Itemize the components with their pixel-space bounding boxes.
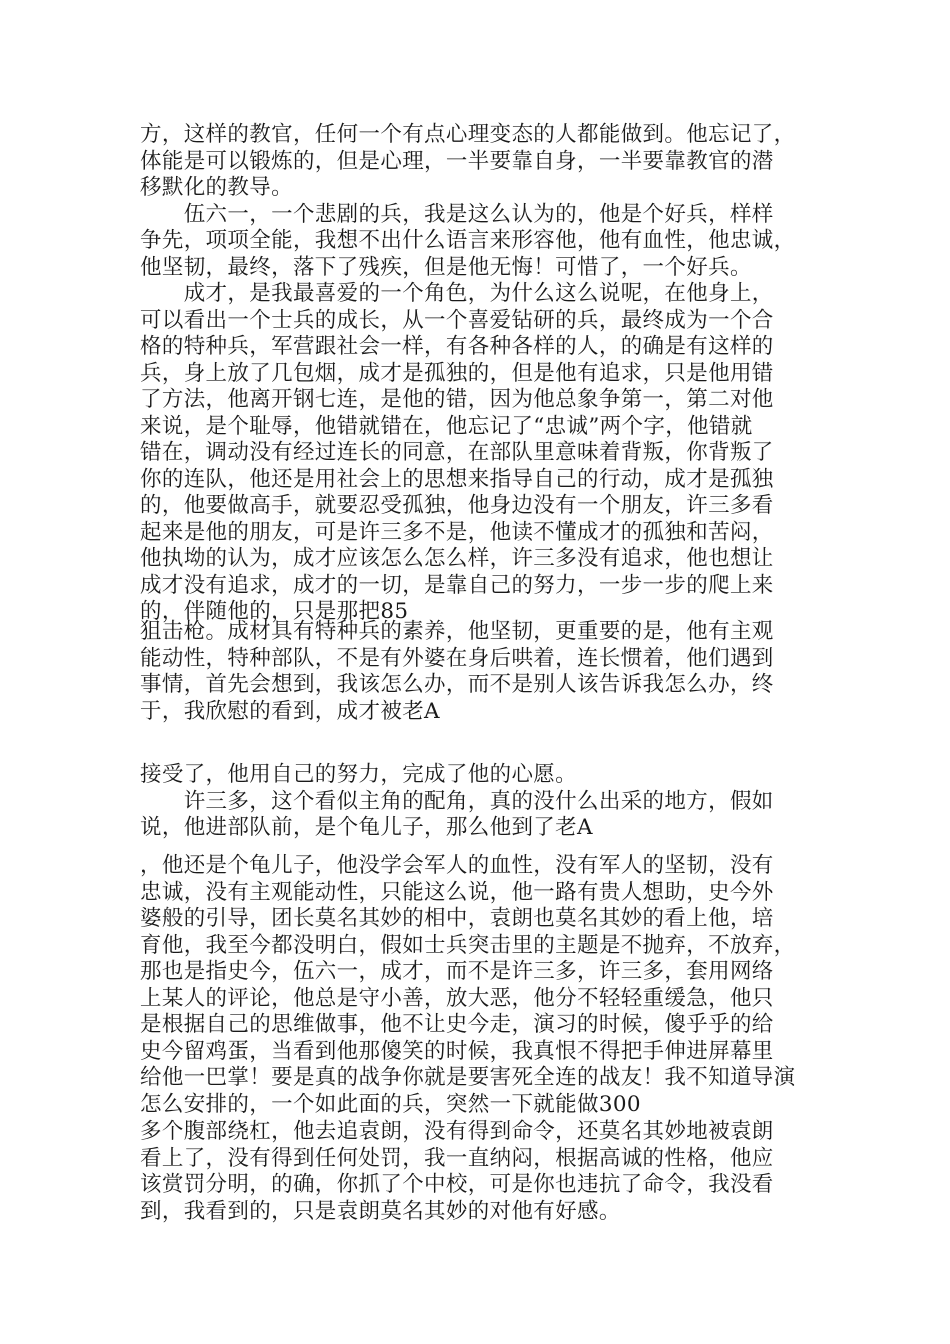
text-line: 体能是可以锻炼的，但是心理，一半要靠自身，一半要靠教官的潜 <box>140 148 774 174</box>
text-block-5 <box>140 1119 774 1225</box>
text-line: 怎么安排的，一个如此面的兵，突然一下就能做300 <box>140 1091 641 1117</box>
text-line: 了方法，他离开钢七连，是他的错，因为他总象争第一，第二对他 <box>140 387 774 412</box>
text-block-2 <box>140 619 774 725</box>
text-line: 争先，项项全能，我想不出什么语言来形容他，他有血性，他忠诚， <box>140 228 796 253</box>
text-line: 事情，首先会想到，我该怎么办，而不是别人该告诉我怎么办，终 <box>140 672 774 697</box>
text-line: 该赏罚分明，的确，你抓了个中校，可是你也违抗了命令，我没看 <box>140 1172 774 1197</box>
text-line: 到，我看到的，只是袁朗莫名其妙的对他有好感。 <box>140 1198 621 1224</box>
text-line: 婆般的引导，团长莫名其妙的相中，袁朗也莫名其妙的看上他，培 <box>140 906 774 931</box>
text-line: 来说，是个耻辱，他错就错在，他忘记了“忠诚”两个字，他错就 <box>140 413 753 439</box>
text-block-1 <box>140 122 796 626</box>
text-line: 许三多，这个看似主角的配角，真的没什么出采的地方，假如 <box>140 788 774 814</box>
text-block-3 <box>140 762 774 842</box>
text-line: 多个腹部绕杠，他去追袁朗，没有得到命令，还莫名其妙地被袁朗 <box>140 1119 774 1144</box>
text-line: 史今留鸡蛋，当看到他那傻笑的时候，我真恨不得把手伸进屏幕里 <box>140 1038 774 1064</box>
text-line: 于，我欣慰的看到，成才被老A <box>140 698 440 724</box>
text-line: 错在，调动没有经过连长的同意，在部队里意味着背叛，你背叛了 <box>140 440 774 465</box>
text-line: 给他一巴掌！要是真的战争你就是要害死全连的战友！我不知道导演 <box>140 1065 796 1090</box>
text-line: 是根据自己的思维做事，他不让史今走，演习的时候，傻乎乎的给 <box>140 1012 774 1037</box>
text-line: 狙击枪。成材具有特种兵的素养，他坚韧，更重要的是，他有主观 <box>140 619 774 644</box>
text-line: 看上了，没有得到任何处罚，我一直纳闷，根据高诚的性格，他应 <box>140 1145 774 1171</box>
text-line: 的，伴随他的，只是那把85 <box>140 599 409 624</box>
text-line: 接受了，他用自己的努力，完成了他的心愿。 <box>140 762 578 787</box>
text-line: 移默化的教导。 <box>140 175 293 200</box>
text-block-4 <box>140 853 796 1118</box>
text-line: 育他，我至今都没明白，假如士兵突击里的主题是不抛弃，不放弃， <box>140 932 796 958</box>
text-line: 成才没有追求，成才的一切，是靠自己的努力，一步一步的爬上来 <box>140 572 774 598</box>
text-line: 你的连队，他还是用社会上的思想来指导自己的行动，成才是孤独 <box>140 466 774 492</box>
text-line: 他执坳的认为，成才应该怎么怎么样，许三多没有追求，他也想让 <box>140 546 774 571</box>
text-line: 伍六一，一个悲剧的兵，我是这么认为的，他是个好兵，样样 <box>140 201 774 227</box>
text-line: 兵，身上放了几包烟，成才是孤独的，但是他有追求，只是他用错 <box>140 360 774 386</box>
text-line: 他坚韧，最终，落下了残疾，但是他无悔！可惜了，一个好兵。 <box>140 254 752 280</box>
text-line: 可以看出一个士兵的成长，从一个喜爱钻研的兵，最终成为一个合 <box>140 307 774 333</box>
text-line: 那也是指史今，伍六一，成才，而不是许三多，许三多，套用网络 <box>140 959 774 984</box>
text-line: 能动性，特种部队，不是有外婆在身后哄着，连长惯着，他们遇到 <box>140 645 774 671</box>
text-line: 说，他进部队前，是个龟儿子，那么他到了老A <box>140 815 593 840</box>
text-line: 格的特种兵，军营跟社会一样，有各种各样的人，的确是有这样的 <box>140 334 774 359</box>
text-line: 起来是他的朋友，可是许三多不是，他读不懂成才的孤独和苦闷， <box>140 519 774 545</box>
text-line: 成才，是我最喜爱的一个角色，为什么这么说呢，在他身上， <box>140 281 774 306</box>
text-line: 方，这样的教官，任何一个有点心理变态的人都能做到。他忘记了， <box>140 122 796 147</box>
text-line: 上某人的评论，他总是守小善，放大恶，他分不轻轻重缓急，他只 <box>140 985 774 1011</box>
text-line: ，他还是个龟儿子，他没学会军人的血性，没有军人的坚韧，没有 <box>140 853 774 878</box>
text-line: 的，他要做高手，就要忍受孤独，他身边没有一个朋友，许三多看 <box>140 493 774 518</box>
text-line: 忠诚，没有主观能动性，只能这么说，他一路有贵人想助，史今外 <box>140 879 774 905</box>
